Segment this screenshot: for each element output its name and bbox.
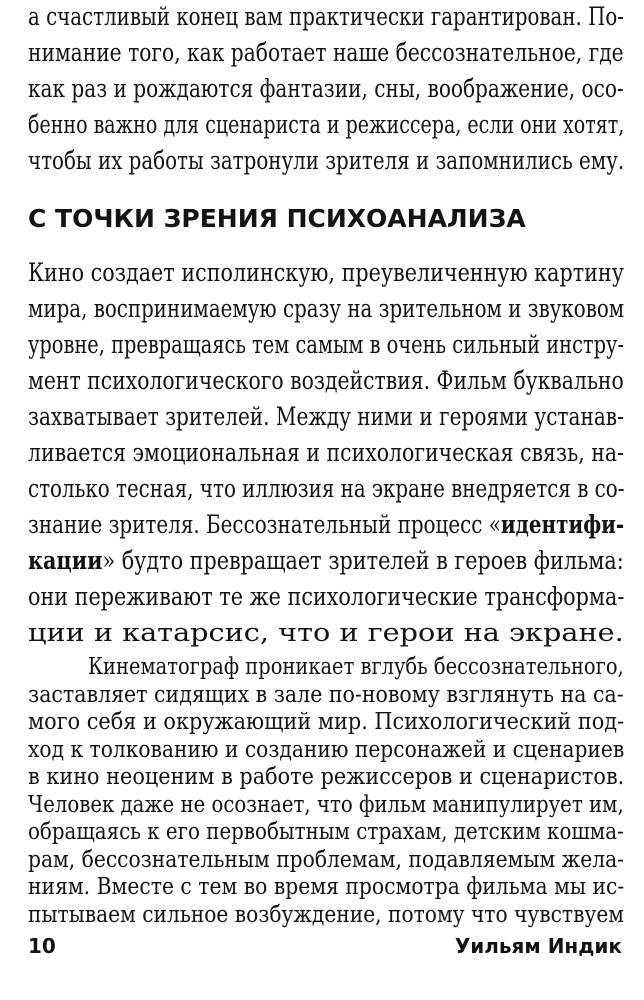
bold-term: кации xyxy=(28,546,103,575)
body-line: мого себя и окружающий мир. Психологический под- xyxy=(28,709,625,735)
body-line: как раз и рождаются фантазии, сны, воображение, осо- xyxy=(28,74,624,103)
body-line: рам, бессознательным проблемам, подавляемым жела- xyxy=(28,846,625,873)
body-line: заставляет сидящих в зале по-новому взглянуть на са- xyxy=(28,681,624,708)
body-line: пытываем сильное возбуждение, потому что чувствуем xyxy=(28,901,625,928)
body-line: бенно важно для сценариста и режиссера, если они хотят, xyxy=(28,110,625,139)
body-line xyxy=(28,546,624,576)
body-line: а счастливый конец вам практически гарантирован. По- xyxy=(28,2,624,31)
page-number: 10 xyxy=(28,934,56,958)
body-line: мент психологического воздействия. Фильм буквально xyxy=(28,366,624,395)
body-text: знание зрителя. Бессознательный процесс « xyxy=(28,510,501,539)
body-line: чтобы их работы затронули зрителя и запомнились ему. xyxy=(28,146,625,175)
body-line: ход к толкованию и созданию персонажей и сценариев xyxy=(28,736,625,763)
body-text: » будто превращает зрителей в героев фильма: xyxy=(102,546,624,575)
running-head: Уильям Индик xyxy=(454,934,622,958)
body-line: в кино неоценим в работе режиссеров и сценаристов. xyxy=(28,764,625,790)
bold-term: идентифи- xyxy=(500,510,625,539)
body-line: Человек даже не осознает, что фильм манипулирует им, xyxy=(28,791,624,818)
section-heading: С ТОЧКИ ЗРЕНИЯ ПСИХОАНАЛИЗА xyxy=(28,204,526,233)
body-line: ливается эмоциональная и психологическая связь, на- xyxy=(28,438,624,467)
body-line: столько тесная, что иллюзия на экране внедряется в со- xyxy=(28,474,625,503)
body-line: Кино создает исполинскую, преувеличенную картину xyxy=(28,258,624,287)
body-line: мира, воспринимаемую сразу на зрительном и звуковом xyxy=(28,294,625,323)
body-line: нимание того, как работает наше бессознательное, где xyxy=(28,38,624,67)
body-line: ции и катарсис, что и герои на экране. xyxy=(28,618,624,647)
body-line: они переживают те же психологические трансформа- xyxy=(28,582,625,611)
body-line: ниям. Вместе с тем во время просмотра фильма мы ис- xyxy=(28,874,625,900)
body-line: уровне, превращаясь тем самым в очень сильный инстру- xyxy=(28,330,624,359)
body-line xyxy=(28,510,624,540)
body-line: обращаясь к его первобытным страхам, детским кошма- xyxy=(28,819,624,845)
body-line: Кинематограф проникает вглубь бессознательного, xyxy=(88,654,624,680)
body-line: захватывает зрителей. Между ними и героями устанав- xyxy=(28,402,624,431)
